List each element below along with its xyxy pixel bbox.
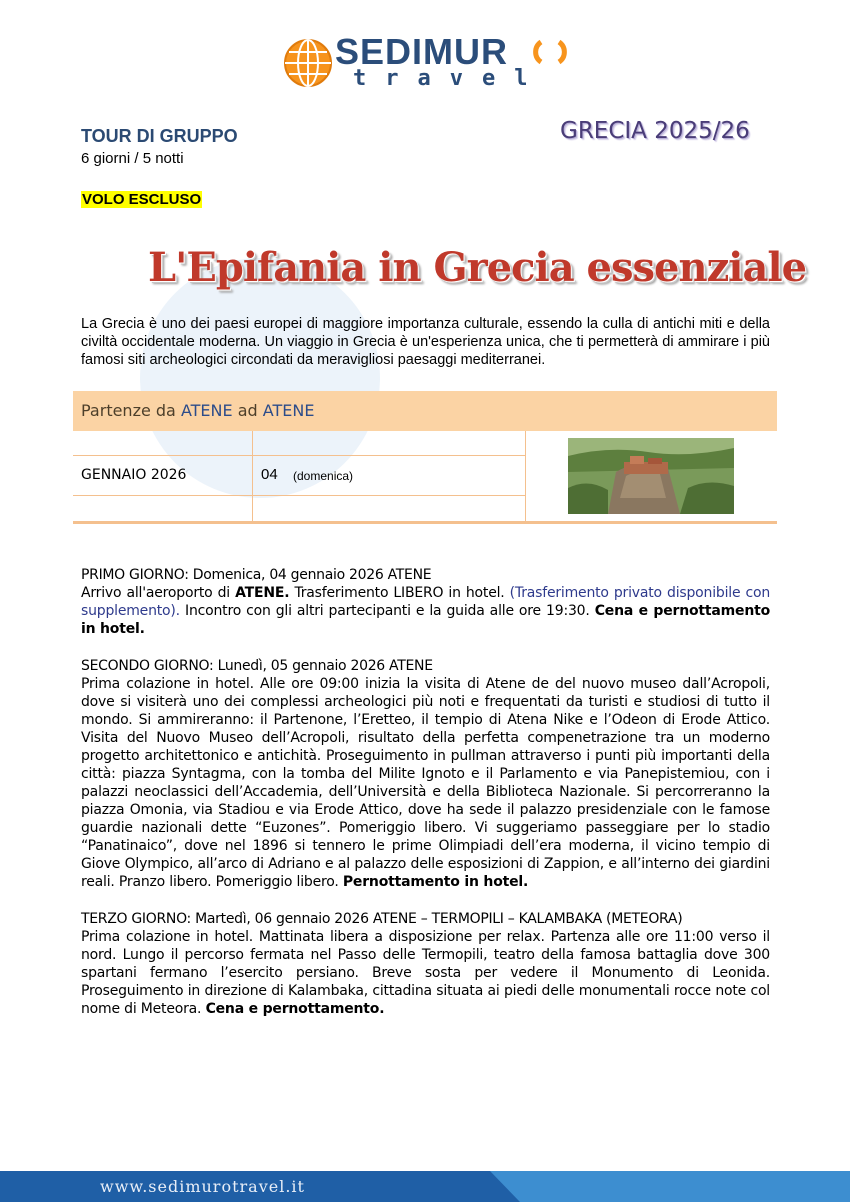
logo-sub: travel — [353, 66, 547, 91]
tour-type: TOUR DI GRUPPO — [81, 126, 238, 146]
logo-bracket-icon — [531, 37, 571, 67]
day-text-bold: Cena e pernottamento in hotel. — [81, 603, 770, 637]
day-text-part: Arrivo all'aeroporto di — [81, 585, 236, 601]
grid-bottom-line — [73, 521, 777, 524]
departures-header — [73, 391, 777, 431]
flight-badge: VOLO ESCLUSO — [82, 191, 202, 208]
day-block — [81, 910, 770, 1018]
globe-icon — [283, 38, 333, 88]
grid-line — [525, 431, 526, 523]
day-title: PRIMO GIORNO: Domenica, 04 gennaio 2026 ATENE — [81, 567, 432, 583]
departure-city: ATENE — [180, 401, 233, 420]
logo — [283, 33, 583, 93]
day-text — [81, 928, 770, 1018]
day-block — [81, 657, 770, 891]
day-text-part: Prima colazione in hotel. Mattinata libera a disposizione per relax. Partenza alle ore 11:00 verso il nord. Lungo il percorso fermata nel Passo delle Termopili, teatro della famosa battaglia dove 300 spartani fermano l’esercito persiano. Breve sosta per vedere il Monumento di Leonida. Proseguimento in direzione di Kalambaka, cittadina situata ai piedi delle monumentali rocce note col nome di Meteora. — [81, 929, 770, 1017]
day-text — [81, 675, 770, 891]
day-title: SECONDO GIORNO: Lunedì, 05 gennaio 2026 ATENE — [81, 658, 433, 674]
arrival-city: ATENE — [262, 401, 315, 420]
day-block — [81, 566, 770, 638]
tour-title: L'Epifania in Grecia essenziale — [148, 244, 807, 291]
day-text-bold: Cena e pernottamento. — [205, 1001, 385, 1017]
day-text-part: Prima colazione in hotel. Alle ore 09:00 inizia la visita di Atene de del nuovo museo dall’Acropoli, dove si visiterà uno dei complessi archeologici più noti e frequentati da turisti e studiosi di tutto il mondo. Si ammireranno: il Partenone, l’Eretteo, il tempio di Atena Nike e l’Odeon di Erode Attico. Visita del Nuovo Museo dell’Acropoli, risultato della perfetta compenetrazione tra un moderno progetto architettonico e antichità. Proseguimento in pullman attraverso i punti più importanti della città: piazza Syntagma, con la tomba del Milite Ignoto e il Parlamento e via Panepistemiou, con i palazzi neoclassici dell’Accademia, dell’Università e della Biblioteca Nazionale. Si percorreranno la piazza Omonia, via Stadiou e via Erode Attico, dove ha sede il palazzo presidenziale con le famose guardie nazionali dette “Euzones”. Pomeriggio libero. Vi suggeriamo passeggiare per lo stadio “Panatinaico”, dove nel 1896 si tennero le prime Olimpiadi dell’era moderna, il vicino tempio di Giove Olympico, all’arco di Adriano e al palazzo delle esposizioni di Zappion, e all’interno dei giardini reali. Pranzo libero. Pomeriggio libero. — [81, 676, 770, 890]
day-text-bold: ATENE. — [235, 585, 290, 601]
departure-day: 04 — [261, 466, 278, 483]
departures-header-text — [81, 401, 314, 420]
website-link[interactable]: www.sedimurotravel.it — [100, 1177, 305, 1196]
day-text-part: Trasferimento LIBERO in hotel. — [289, 585, 510, 601]
intro-paragraph: La Grecia è uno dei paesi europei di maggiore importanza culturale, essendo la culla di antichi miti e della civiltà occidentale moderna. Un viaggio in Grecia è un'esperienza unica, che ti permetterà di ammirare i più famosi siti archeologici circondati da meravigliosi paesaggi mediterranei. — [81, 316, 770, 368]
grid-line — [252, 431, 253, 523]
meteora-photo — [568, 438, 734, 514]
grid-line — [73, 455, 525, 456]
departure-weekday: (domenica) — [293, 469, 354, 483]
grid-line — [73, 495, 525, 496]
duration: 6 giorni / 5 notti — [81, 150, 184, 167]
day-text — [81, 584, 770, 638]
day-title: TERZO GIORNO: Martedì, 06 gennaio 2026 ATENE – TERMOPILI – KALAMBAKA (METEORA) — [81, 911, 683, 927]
day-text-bold: Pernottamento in hotel. — [342, 874, 529, 890]
season-title: GRECIA 2025/26 — [560, 118, 750, 144]
footer — [0, 1171, 850, 1202]
logo-word: SEDIMUR — [335, 31, 509, 72]
itinerary — [81, 566, 770, 1037]
day-text-note: (Trasferimento privato disponibile con supplemento). — [81, 585, 770, 619]
departures-label: Partenze da — [81, 401, 176, 420]
day-text-part: Incontro con gli altri partecipanti e la guida alle ore 19:30. — [179, 603, 595, 619]
departures-connector: ad — [237, 401, 258, 420]
departure-month: GENNAIO 2026 — [81, 467, 187, 483]
